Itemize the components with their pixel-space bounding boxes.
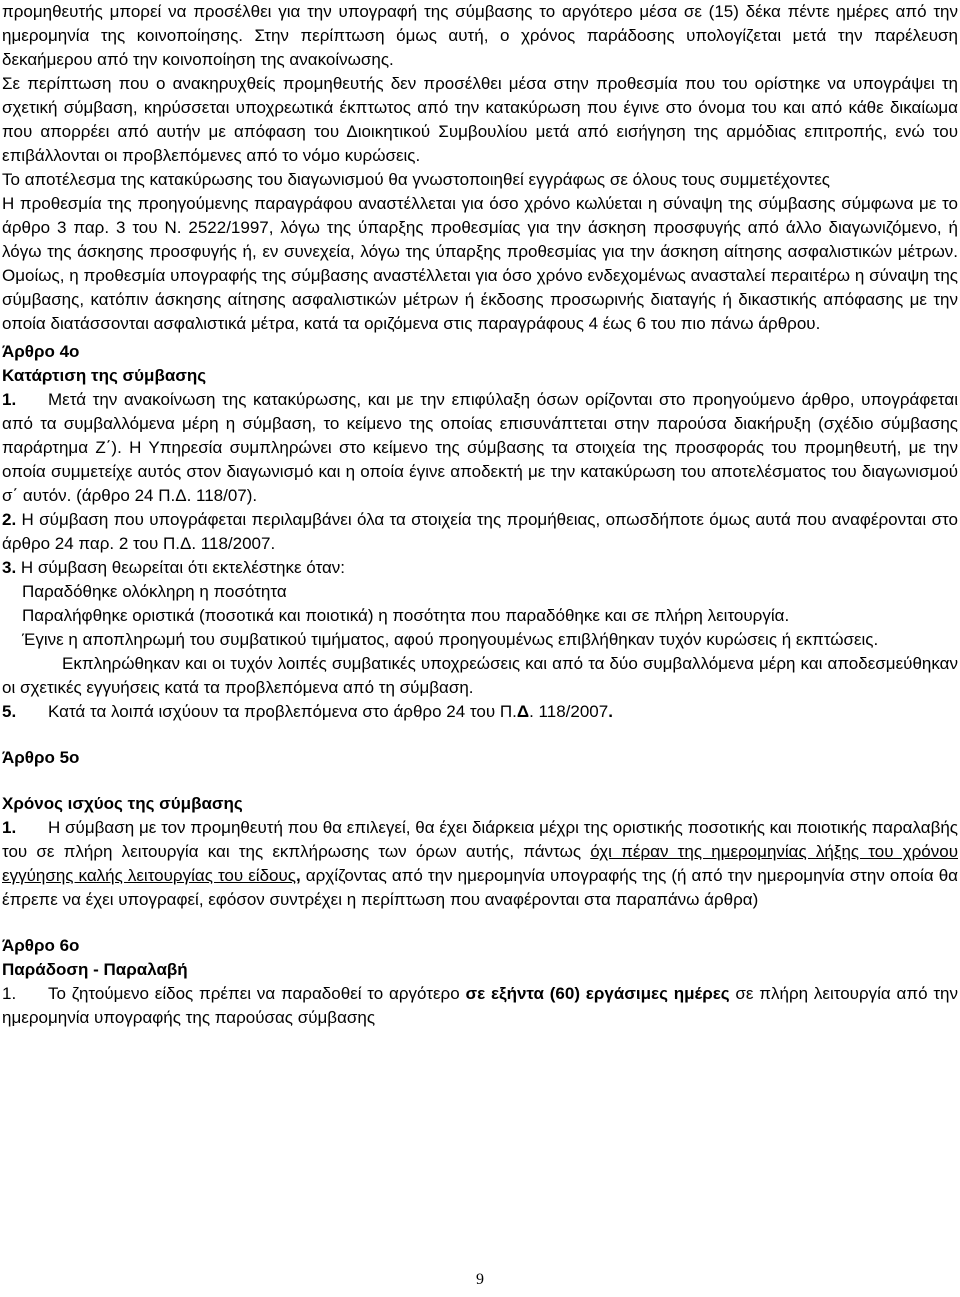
article6-title: Παράδοση - Παραλαβή — [2, 960, 188, 979]
underlined-text: όχι πέραν της ημερομηνίας λήξης του χρόνου εγγύησης καλής λειτουργίας του είδους — [2, 842, 959, 885]
article4-number: Άρθρο 4ο — [2, 342, 80, 361]
article4-item-5-number: 5. — [2, 702, 17, 721]
bold-deadline-text: σε εξήντα (60) εργάσιμες ημέρες — [465, 984, 730, 1003]
article5-item-1: 1. Η σύμβαση με τον προμηθευτή που θα επιλεγεί, θα έχει διάρκεια μέχρι της οριστικής ποσοτικής και ποιοτικής παραλαβής του σε πλήρη λειτουργία και της εκπλήρωσης των όρων αυτής, πάντως όχι πέραν της ημερομηνίας λήξης του χρόνου εγγύησης καλής λειτουργίας του είδους, αρχίζοντας από την ημερομηνία υπογραφής της (ή από την ημερομηνία στην οποία θα έπρεπε να έχει υπογραφεί, εφόσον συντρέχει η περίπτωση που αναφέρονται στα παραπάνω άρθρα) — [2, 818, 959, 909]
article4-item-2-text: Η σύμβαση που υπογράφεται περιλαμβάνει όλα τα στοιχεία της προμήθειας, οπωσδήποτε όμως αυτά που αναφέρονται στο άρθρο 24 παρ. 2 του Π.Δ. 118/2007. — [2, 510, 958, 553]
article6-item-1-number: 1. — [2, 984, 17, 1003]
article5-number: Άρθρο 5ο — [2, 748, 80, 767]
document-body — [2, 0, 958, 1030]
condition-item: Παραδόθηκε ολόκληρη η ποσότητα — [22, 582, 287, 601]
article4-item-2-number: 2. — [2, 510, 17, 529]
intro-paragraph: προμηθευτής μπορεί να προσέλθει για την υπογραφή της σύμβασης το αργότερο μέσα σε (15) δέκα πέντε ημέρες από την ημερομηνία της κοινοποίησης. Στην περίπτωση όμως αυτή, ο χρόνος παράδοσης υπολογίζεται μετά την παρέλευση δεκαήμερου από την κοινοποίηση της ανακοίνωσης. — [2, 2, 958, 69]
article5-item-1-number: 1. — [2, 818, 17, 837]
article4-item-3-number: 3. — [2, 558, 17, 577]
article4-item-3-text: Η σύμβαση θεωρείται ότι εκτελέστηκε όταν: — [16, 558, 345, 577]
condition-item: Εκπληρώθηκαν και οι τυχόν λοιπές συμβατικές υποχρεώσεις και από τα δύο συμβαλλόμενα μέρη και αποδεσμεύθηκαν οι σχετικές εγγυήσεις κατά τα προβλεπόμενα από τη σύμβαση. — [2, 654, 958, 697]
article4-item-1-text: Μετά την ανακοίνωση της κατακύρωσης, και με την επιφύλαξη όσων ορίζονται στο προηγούμενο άρθρο, υπογράφεται από τα συμβαλλόμενα μέρη η σύμβαση, το κείμενο της οποίας επισυνάπτεται στην παρούσα διακήρυξη (σχέδιο σύμβασης παράρτημα Ζ΄). Η Υπηρεσία συμπληρώνει στο κείμενο της σύμβασης τα στοιχεία της προσφοράς του προμηθευτή, με την οποία συμμετείχε αυτός στον διαγωνισμό και η οποία έγινε αποδεκτή με την κατακύρωση του αποτελέσματος του διαγωνισμού σ΄ αυτόν. (άρθρο 24 Π.Δ. 118/07). — [2, 390, 958, 505]
article4-item-5: 5. Κατά τα λοιπά ισχύουν τα προβλεπόμενα στο άρθρο 24 του Π.Δ. 118/2007. — [2, 700, 958, 724]
article4-item-1 — [2, 388, 958, 508]
page-number: 9 — [476, 1271, 484, 1288]
condition-item: Παραλήφθηκε οριστικά (ποσοτικά και ποιοτικά) η ποσότητα που παραδόθηκε και σε πλήρη λειτουργία. — [22, 606, 790, 625]
article6-number: Άρθρο 6ο — [2, 936, 80, 955]
article6-item-1: 1. Το ζητούμενο είδος πρέπει να παραδοθεί το αργότερο σε εξήντα (60) εργάσιμες ημέρες σε πλήρη λειτουργία από την ημερομηνία υπογραφής της παρούσας σύμβασης — [2, 984, 958, 1027]
article5-title: Χρόνος ισχύος της σύμβασης — [2, 794, 243, 813]
default-paragraph: Σε περίπτωση που ο ανακηρυχθείς προμηθευτής δεν προσέλθει μέσα στην προθεσμία που του ορίστηκε να υπογράψει τη σχετική σύμβαση, κηρύσσεται υποχρεωτικά έκπτωτος από την κατακύρωση που έγινε στο όνομα του και από κάθε δικαίωμα που απορρέει από αυτήν με απόφαση του Διοικητικού Συμβουλίου μετά από εισήγηση της αρμόδιας επιτροπής, ενώ του επιβάλλονται οι προβλεπόμενες από το νόμο κυρώσεις. — [2, 74, 958, 165]
article4-title: Κατάρτιση της σύμβασης — [2, 366, 207, 385]
result-paragraph: Το αποτέλεσμα της κατακύρωσης του διαγωνισμού θα γνωστοποιηθεί εγγράφως σε όλους τους συμμετέχοντες — [2, 170, 830, 189]
article4-item-3 — [2, 556, 958, 580]
article4-item-2 — [2, 508, 958, 556]
article4-item-1-number: 1. — [2, 390, 17, 409]
deadline-paragraph: Η προθεσμία της προηγούμενης παραγράφου αναστέλλεται για όσο χρόνο κωλύεται η σύναψη της σύμβασης σύμφωνα με το άρθρο 3 παρ. 3 του Ν. 2522/1997, λόγω της ύπαρξης προθεσμίας για την άσκηση προσφυγής από άλλο διαγωνιζόμενο, ή λόγω της άσκησης προσφυγής ή, εν συνεχεία, λόγω της ύπαρξης προθεσμίας για την άσκηση αίτησης ασφαλιστικών μέτρων. Ομοίως, η προθεσμία υπογραφής της σύμβασης αναστέλλεται για όσο χρόνο ενδεχομένως ανασταλεί περαιτέρω η σύναψη της σύμβασης, κατόπιν άσκησης αίτησης ασφαλιστικών μέτρων ή έκδοσης προσωρινής διαταγής ή δικαστικής απόφασης με την οποία διατάσσονται ασφαλιστικά μέτρα, κατά τα οριζόμενα στις παραγράφους 4 έως 6 του πιο πάνω άρθρου. — [2, 194, 958, 333]
condition-item: Έγινε η αποπληρωμή του συμβατικού τιμήματος, αφού προηγουμένως επιβλήθηκαν τυχόν κυρώσεις ή εκπτώσεις. — [22, 630, 879, 649]
